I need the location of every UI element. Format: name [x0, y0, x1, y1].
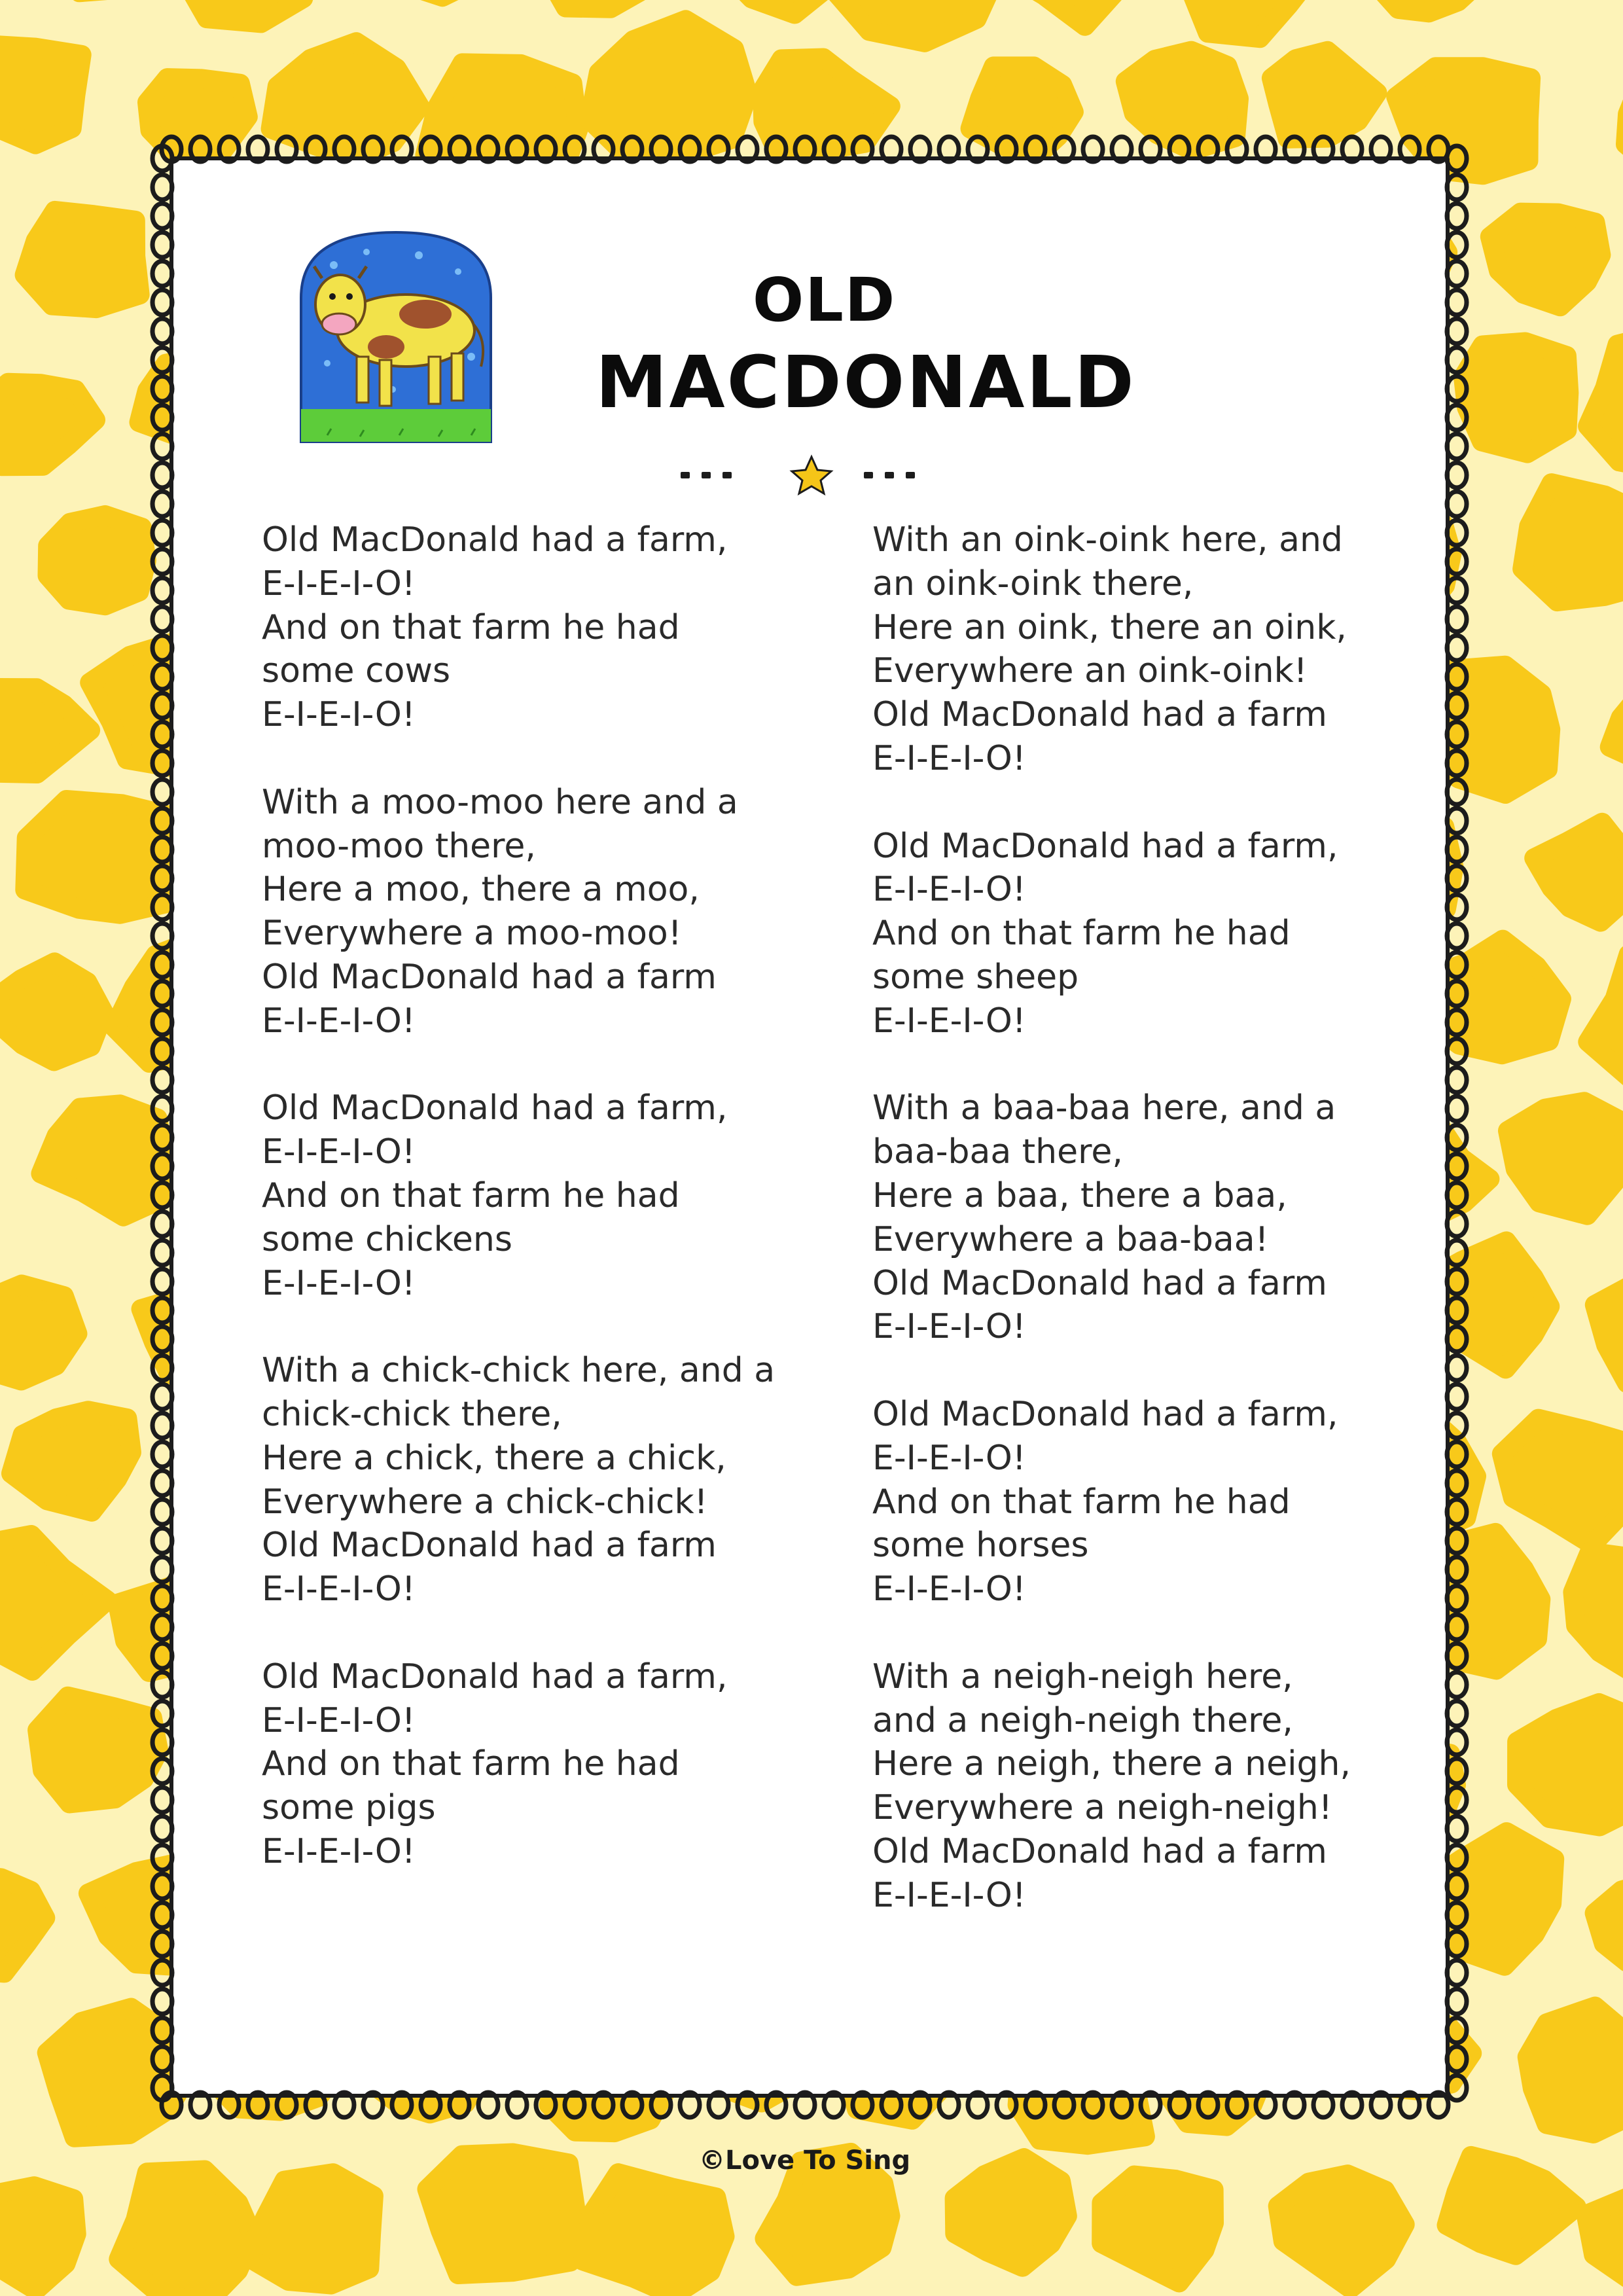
- verse: [262, 1349, 838, 1611]
- lyric-line: E-I-E-I-O!: [262, 1001, 416, 1041]
- lyric-line: chick-chick there,: [262, 1394, 562, 1434]
- verse: [872, 1086, 1448, 1349]
- star-icon: [792, 457, 831, 493]
- lyric-line: some sheep: [872, 957, 1079, 997]
- lyric-line: moo-moo there,: [262, 826, 536, 866]
- lyric-line: E-I-E-I-O!: [262, 695, 416, 735]
- lyric-line: some horses: [872, 1526, 1089, 1566]
- lyric-line: Everywhere a moo-moo!: [262, 914, 682, 954]
- verse: [872, 518, 1448, 781]
- lyric-line: E-I-E-I-O!: [872, 1001, 1026, 1041]
- title-line-1: OLD: [753, 265, 897, 335]
- lyric-line: And on that farm he had: [872, 1482, 1291, 1522]
- lyric-line: Old MacDonald had a farm,: [872, 826, 1338, 866]
- lyric-line: With an oink-oink here, and: [872, 520, 1343, 560]
- lyric-line: some cows: [262, 651, 451, 691]
- lyric-line: And on that farm he had: [262, 1175, 680, 1215]
- lyric-line: Everywhere a neigh-neigh!: [872, 1788, 1332, 1828]
- lyric-line: Here a neigh, there a neigh,: [872, 1744, 1351, 1784]
- lyric-line: an oink-oink there,: [872, 564, 1194, 603]
- lyrics-column-right: [872, 518, 1448, 1961]
- lyric-line: Old MacDonald had a farm,: [262, 520, 728, 560]
- verse: [872, 825, 1448, 1043]
- lyric-line: E-I-E-I-O!: [872, 738, 1026, 778]
- lyric-line: Old MacDonald had a farm,: [872, 1394, 1338, 1434]
- lyric-line: Old MacDonald had a farm: [262, 957, 717, 997]
- lyric-line: E-I-E-I-O!: [262, 1132, 416, 1172]
- lyric-line: E-I-E-I-O!: [872, 1570, 1026, 1609]
- lyric-line: And on that farm he had: [262, 607, 680, 647]
- lyric-line: Old MacDonald had a farm: [262, 1526, 717, 1566]
- title-line-2: MACDONALD: [596, 340, 1136, 424]
- lyric-line: E-I-E-I-O!: [872, 1307, 1026, 1347]
- lyric-line: With a neigh-neigh here,: [872, 1657, 1293, 1696]
- lyric-line: E-I-E-I-O!: [872, 870, 1026, 910]
- lyric-line: And on that farm he had: [872, 914, 1291, 954]
- lyric-line: E-I-E-I-O!: [872, 1875, 1026, 1915]
- lyrics-column-left: [262, 518, 838, 1918]
- lyric-line: With a baa-baa here, and a: [872, 1088, 1336, 1128]
- lyric-line: some pigs: [262, 1788, 436, 1828]
- verse: [262, 1655, 838, 1874]
- lyric-line: E-I-E-I-O!: [262, 1570, 416, 1609]
- verse: [262, 518, 838, 737]
- lyric-line: Old MacDonald had a farm,: [262, 1088, 728, 1128]
- lyric-line: Everywhere a baa-baa!: [872, 1219, 1269, 1259]
- lyric-line: Here a baa, there a baa,: [872, 1175, 1287, 1215]
- lyric-line: Old MacDonald had a farm: [872, 695, 1327, 735]
- lyric-line: Old MacDonald had a farm,: [262, 1657, 728, 1696]
- lyric-line: With a chick-chick here, and a: [262, 1351, 776, 1391]
- lyric-line: and a neigh-neigh there,: [872, 1700, 1293, 1740]
- verse: [262, 1086, 838, 1305]
- lyric-line: Here a moo, there a moo,: [262, 870, 700, 910]
- verse: [262, 781, 838, 1043]
- lyric-line: baa-baa there,: [872, 1132, 1123, 1172]
- cow-illustration: [288, 226, 504, 455]
- lyric-line: Everywhere a chick-chick!: [262, 1482, 708, 1522]
- lyric-line: E-I-E-I-O!: [262, 1700, 416, 1740]
- copyright-label: ©Love To Sing: [699, 2145, 911, 2176]
- lyric-line: And on that farm he had: [262, 1744, 680, 1784]
- lyric-line: With a moo-moo here and a: [262, 782, 738, 822]
- lyric-line: Here a chick, there a chick,: [262, 1438, 726, 1478]
- lyric-line: E-I-E-I-O!: [262, 1831, 416, 1871]
- lyric-line: Old MacDonald had a farm: [872, 1263, 1327, 1303]
- lyric-line: Everywhere an oink-oink!: [872, 651, 1308, 691]
- verse: [872, 1393, 1448, 1611]
- star-divider: [668, 452, 969, 497]
- lyric-line: E-I-E-I-O!: [262, 564, 416, 603]
- lyric-line: E-I-E-I-O!: [262, 1263, 416, 1303]
- lyric-line: Old MacDonald had a farm: [872, 1831, 1327, 1871]
- lyric-line: E-I-E-I-O!: [872, 1438, 1026, 1478]
- verse: [872, 1655, 1448, 1918]
- lyric-line: some chickens: [262, 1219, 512, 1259]
- lyric-line: Here an oink, there an oink,: [872, 607, 1347, 647]
